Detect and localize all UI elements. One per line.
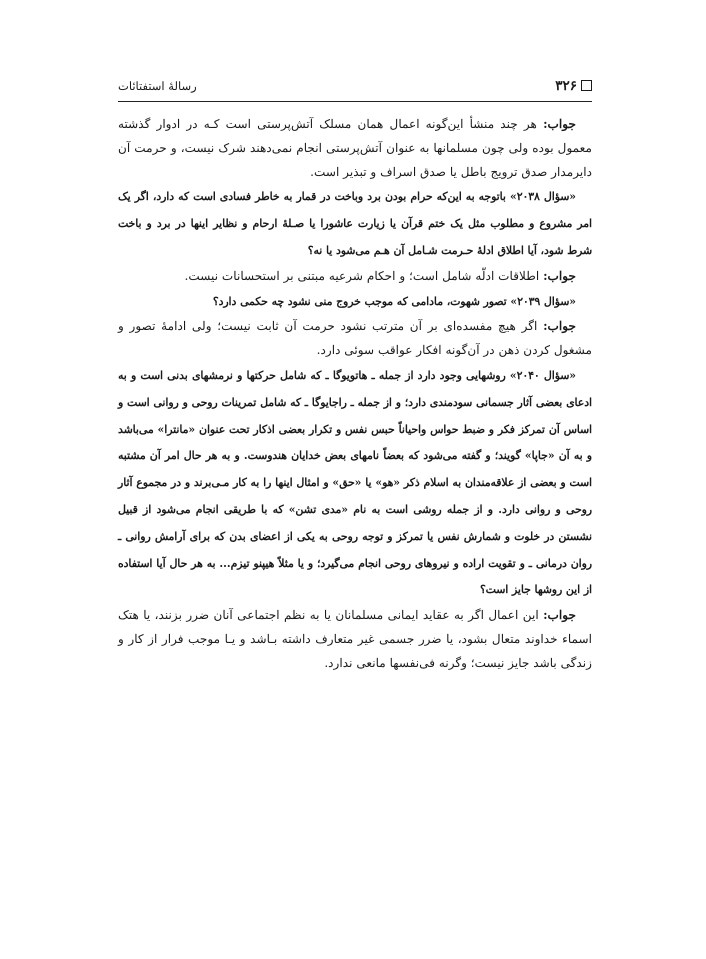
running-title: رسالۀ استفتائات <box>118 79 197 93</box>
answer-text: هر چند منشأ این‌گونه اعمال همان مسلک آتش‌پرستی است کـه در ادوار گذشته معمول بوده ولی چون مسلمانها به عنوان آتش‌پرستی انجام نمی‌دهند شرک نیست، و حرمت آن دایرمدار صدق ترویج باطل یا صدق اسراف و تبذیر است. <box>118 117 592 179</box>
page-number-text: ۳۲۶ <box>555 78 577 94</box>
answer-paragraph <box>118 265 592 289</box>
square-bullet-icon <box>581 80 592 91</box>
answer-paragraph <box>118 604 592 675</box>
question-text: روشهایی وجود دارد از جمله ـ هاتویوگا ـ که شامل حرکتها و نرمشهای بدنی است و به ادعای بعضی آثار جسمانی سودمندی دارد؛ و از جمله ـ راجایوگا ـ که شامل تمرینات روحی و روانی است و اساس آن تمرکز فکر و ضبط حواس واحیاناً حبس نفس و تکرار بعضی اذکار تحت عنوان «مانترا» می‌باشد و به آن «جاپا» گویند؛ و گفته می‌شود که بعضاً نامهای بعض خدایان هندوست. و به هر حال امر آن مشتبه است و بعضی از علاقه‌مندان به اسلام ذکر «هو» یا «حق» و امثال اینها را به کار مـی‌برند و در مجموع آثار روحی و روانی دارد. و از جمله روشی است به نام «مدی تشن» که با طریقی انجام می‌شود از قبیل نشستن در خلوت و شمارش نفس یا تمرکز و توجه روحی به یکی از اعضای بدن که برای آرامش روانی ـ روان درمانی ـ و تقویت اراده و نیروهای روحی انجام می‌گیرد؛ و یا مثلاً هیپنو تیزم... به هر حال آیا استفاده از این روشها جایز است؟ <box>118 368 592 597</box>
answer-text: اطلاقات ادلّه شامل است؛ و احکام شرعیه مبتنی بر استحسانات نیست. <box>184 268 544 283</box>
question-text: باتوجه به این‌که حرام بودن برد وباخت در قمار به خاطر فسادی است که دارد، اگر یک امر مشروع و مطلوب مثل یک ختم قرآن یا زیارت عاشورا یا صـلۀ ارحام و نظایر اینها در برد و باخت شرط شود، آیا اطلاق ادلۀ حـرمت شـامل آن هـم می‌شود یا نه؟ <box>118 190 592 257</box>
page-number <box>555 78 592 94</box>
question-paragraph <box>118 363 592 604</box>
question-paragraph <box>118 289 592 316</box>
page-header <box>118 74 592 98</box>
header-rule <box>118 101 592 102</box>
answer-paragraph <box>118 113 592 184</box>
answer-label: جواب: <box>543 319 576 334</box>
question-paragraph <box>118 184 592 264</box>
answer-label: جواب: <box>543 117 576 131</box>
answer-label: جواب: <box>543 608 576 623</box>
answer-text: اگر هیچ مفسده‌ای بر آن مترتب نشود حرمت آن ثابت نیست؛ ولی ادامۀ تصور و مشغول کردن ذهن در آن‌گونه افکار عواقب سوئی دارد. <box>118 319 592 358</box>
question-number: «سؤال ۲۰۳۸» <box>509 190 576 204</box>
answer-paragraph <box>118 315 592 363</box>
question-text: تصور شهوت، مادامی که موجب خروج منی نشود چه حکمی دارد؟ <box>212 294 511 308</box>
answer-label: جواب: <box>543 268 576 283</box>
answer-text: این اعمال اگر به عقاید ایمانی مسلمانان یا به نظم اجتماعی آنان ضرر بزنند، یا هتک اسماء خداوند متعال بشود، یا ضرر جسمی غیر متعارف داشته بـاشد و یـا موجب فرار از کار و زندگی باشد جایز نیست؛ وگرنه فی‌نفسها مانعی ندارد. <box>118 608 592 670</box>
question-number: «سؤال ۲۰۳۹» <box>510 294 576 308</box>
question-number: «سؤال ۲۰۴۰» <box>509 368 576 382</box>
page-body <box>118 113 592 676</box>
